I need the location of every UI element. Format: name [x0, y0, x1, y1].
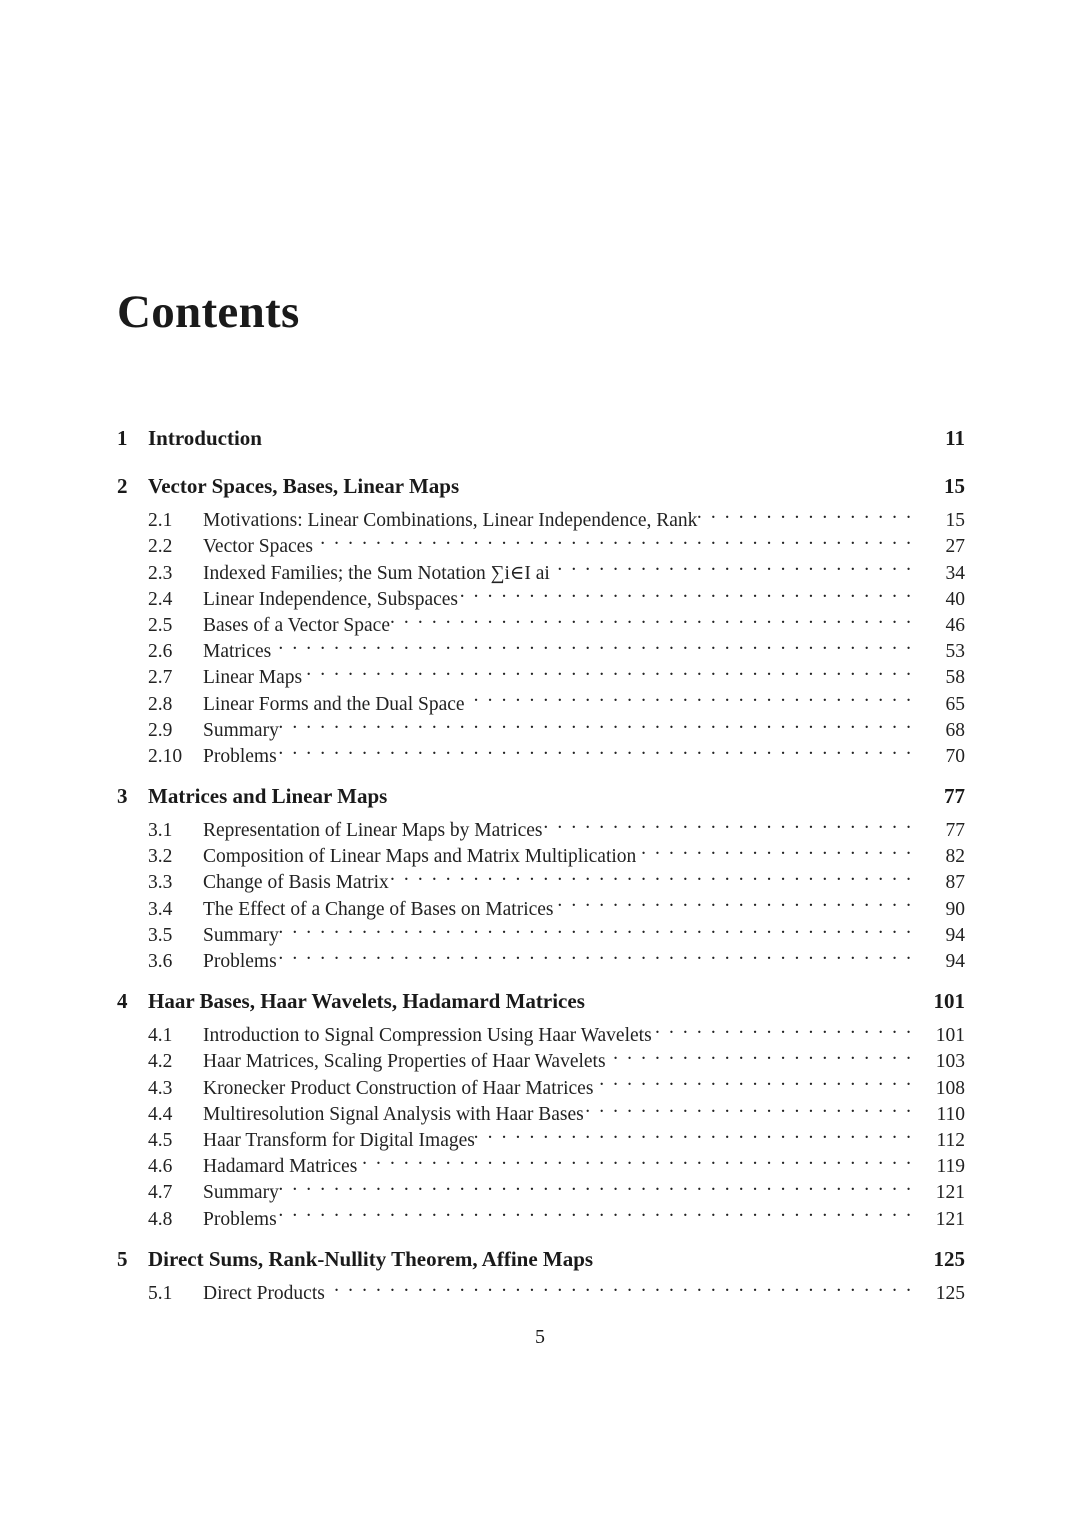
section-number: 2.9 [148, 719, 173, 741]
section-page-number: 58 [945, 667, 965, 689]
section-title: Summary [203, 924, 279, 946]
section-page-number: 68 [945, 719, 965, 741]
section-page-number: 94 [945, 924, 965, 946]
section-page-number: 119 [936, 1156, 965, 1178]
section-title: Bases of a Vector Space [203, 614, 390, 636]
section-title: Direct Products [203, 1282, 325, 1304]
section-page-number: 103 [935, 1051, 965, 1073]
section-entry[interactable] [117, 500, 965, 532]
chapter-number: 4 [117, 989, 128, 1013]
dot-leader [325, 1273, 921, 1299]
section-number: 4.5 [148, 1129, 173, 1151]
section-title: Motivations: Linear Combinations, Linear Independence, Rank [203, 510, 698, 532]
section-title: Summary [203, 719, 279, 741]
chapter-title: Direct Sums, Rank-Nullity Theorem, Affine Maps [148, 1246, 594, 1271]
section-page-number: 110 [936, 1103, 965, 1125]
dot-leader [550, 552, 921, 578]
chapter-entry[interactable] [117, 425, 965, 452]
section-title: Problems [203, 951, 277, 973]
dot-leader [606, 1041, 921, 1067]
section-number: 2.1 [148, 510, 173, 532]
chapter-3 [117, 783, 965, 973]
chapter-number: 5 [117, 1246, 128, 1271]
section-number: 3.6 [148, 951, 173, 973]
dot-leader [277, 1198, 921, 1224]
section-title: Haar Matrices, Scaling Properties of Haar Wavelets [203, 1051, 606, 1073]
section-title: Problems [203, 1208, 277, 1230]
section-page-number: 94 [945, 951, 965, 973]
section-number: 2.8 [148, 693, 173, 715]
section-title: Haar Transform for Digital Images [203, 1129, 475, 1151]
chapter-2 [117, 473, 965, 767]
dot-leader [543, 810, 921, 836]
section-title: Representation of Linear Maps by Matrices [203, 820, 543, 842]
section-title: Indexed Families; the Sum Notation ∑i∈I ai [203, 562, 550, 584]
section-title: Vector Spaces [203, 536, 313, 558]
section-number: 4.4 [148, 1103, 173, 1125]
section-number: 2.7 [148, 667, 173, 689]
section-page-number: 65 [945, 693, 965, 715]
chapter-title: Matrices and Linear Maps [148, 783, 388, 808]
section-number: 3.5 [148, 924, 173, 946]
dot-leader [465, 683, 921, 709]
chapter-entry[interactable] [117, 473, 965, 500]
page-title: Contents [117, 286, 300, 338]
section-number: 5.1 [148, 1282, 173, 1304]
dot-leader [636, 836, 921, 862]
chapter-page-number: 125 [933, 1246, 965, 1271]
section-page-number: 34 [945, 562, 965, 584]
section-number: 4.1 [148, 1025, 173, 1047]
section-title: Kronecker Product Construction of Haar Matrices [203, 1077, 594, 1099]
section-number: 3.2 [148, 846, 173, 868]
section-number: 2.2 [148, 536, 173, 558]
dot-leader [279, 915, 921, 941]
section-title: Multiresolution Signal Analysis with Haar Bases [203, 1103, 584, 1125]
section-page-number: 77 [945, 820, 965, 842]
section-title: Linear Maps [203, 667, 303, 689]
section-title: Summary [203, 1182, 279, 1204]
section-page-number: 112 [936, 1129, 965, 1151]
section-page-number: 87 [945, 872, 965, 894]
dot-leader [279, 710, 921, 736]
page-number: 5 [535, 1326, 545, 1348]
section-number: 4.6 [148, 1156, 173, 1178]
section-number: 3.1 [148, 820, 173, 842]
chapter-number: 2 [117, 474, 128, 498]
chapter-number: 1 [117, 426, 128, 450]
section-number: 4.7 [148, 1182, 173, 1204]
section-number: 4.3 [148, 1077, 173, 1099]
section-title: Problems [203, 745, 277, 767]
section-number: 2.5 [148, 614, 173, 636]
section-title: Change of Basis Matrix [203, 872, 389, 894]
section-entry[interactable] [117, 810, 965, 842]
section-page-number: 121 [935, 1208, 965, 1230]
section-number: 2.4 [148, 588, 173, 610]
section-number: 3.4 [148, 898, 173, 920]
section-entry[interactable] [117, 1015, 965, 1047]
chapter-page-number: 15 [944, 474, 965, 498]
dot-leader [279, 1172, 921, 1198]
section-entry[interactable] [117, 1273, 965, 1304]
section-title: Linear Forms and the Dual Space [203, 693, 465, 715]
dot-leader [357, 1146, 921, 1172]
dot-leader [697, 500, 921, 526]
chapter-page-number: 77 [944, 783, 965, 808]
section-number: 4.2 [148, 1051, 173, 1073]
section-title: The Effect of a Change of Bases on Matrices [203, 898, 554, 920]
chapter-title: Haar Bases, Haar Wavelets, Hadamard Matrices [148, 989, 585, 1013]
dot-leader [475, 1120, 921, 1146]
section-page-number: 101 [935, 1025, 965, 1047]
section-page-number: 82 [945, 846, 965, 868]
table-of-contents [117, 425, 965, 1320]
dot-leader [313, 526, 921, 552]
dot-leader [458, 579, 921, 605]
section-number: 2.10 [148, 745, 183, 767]
section-number: 2.3 [148, 562, 173, 584]
chapter-entry[interactable] [117, 1246, 965, 1273]
dot-leader [277, 736, 921, 762]
section-page-number: 27 [945, 536, 965, 558]
section-page-number: 40 [945, 588, 965, 610]
dot-leader [593, 1067, 921, 1093]
section-title: Introduction to Signal Compression Using Haar Wavelets [203, 1025, 652, 1047]
dot-leader [302, 657, 921, 683]
chapter-entry[interactable] [117, 783, 965, 810]
dot-leader [271, 631, 921, 657]
chapter-number: 3 [117, 783, 128, 808]
section-title: Hadamard Matrices [203, 1156, 358, 1178]
chapter-title: Vector Spaces, Bases, Linear Maps [148, 474, 460, 498]
chapter-page-number: 101 [933, 989, 965, 1013]
dot-leader [389, 862, 921, 888]
chapter-4 [117, 988, 965, 1230]
section-title: Composition of Linear Maps and Matrix Multiplication [203, 846, 637, 868]
dot-leader [652, 1015, 921, 1041]
chapter-5 [117, 1246, 965, 1304]
chapter-title: Introduction [148, 426, 262, 450]
dot-leader [554, 888, 921, 914]
section-page-number: 90 [945, 898, 965, 920]
dot-leader [390, 605, 921, 631]
section-page-number: 121 [935, 1182, 965, 1204]
chapter-entry[interactable] [117, 988, 965, 1015]
section-number: 3.3 [148, 872, 173, 894]
chapter-1 [117, 425, 965, 452]
dot-leader [277, 941, 921, 967]
dot-leader [584, 1094, 921, 1120]
section-title: Linear Independence, Subspaces [203, 588, 459, 610]
section-number: 4.8 [148, 1208, 173, 1230]
section-number: 2.6 [148, 641, 173, 663]
section-page-number: 53 [945, 641, 965, 663]
section-page-number: 108 [935, 1077, 965, 1099]
chapter-page-number: 11 [945, 426, 965, 450]
section-page-number: 125 [935, 1282, 965, 1304]
section-page-number: 15 [945, 510, 965, 532]
section-page-number: 70 [945, 745, 965, 767]
section-title: Matrices [203, 641, 272, 663]
section-page-number: 46 [945, 614, 965, 636]
